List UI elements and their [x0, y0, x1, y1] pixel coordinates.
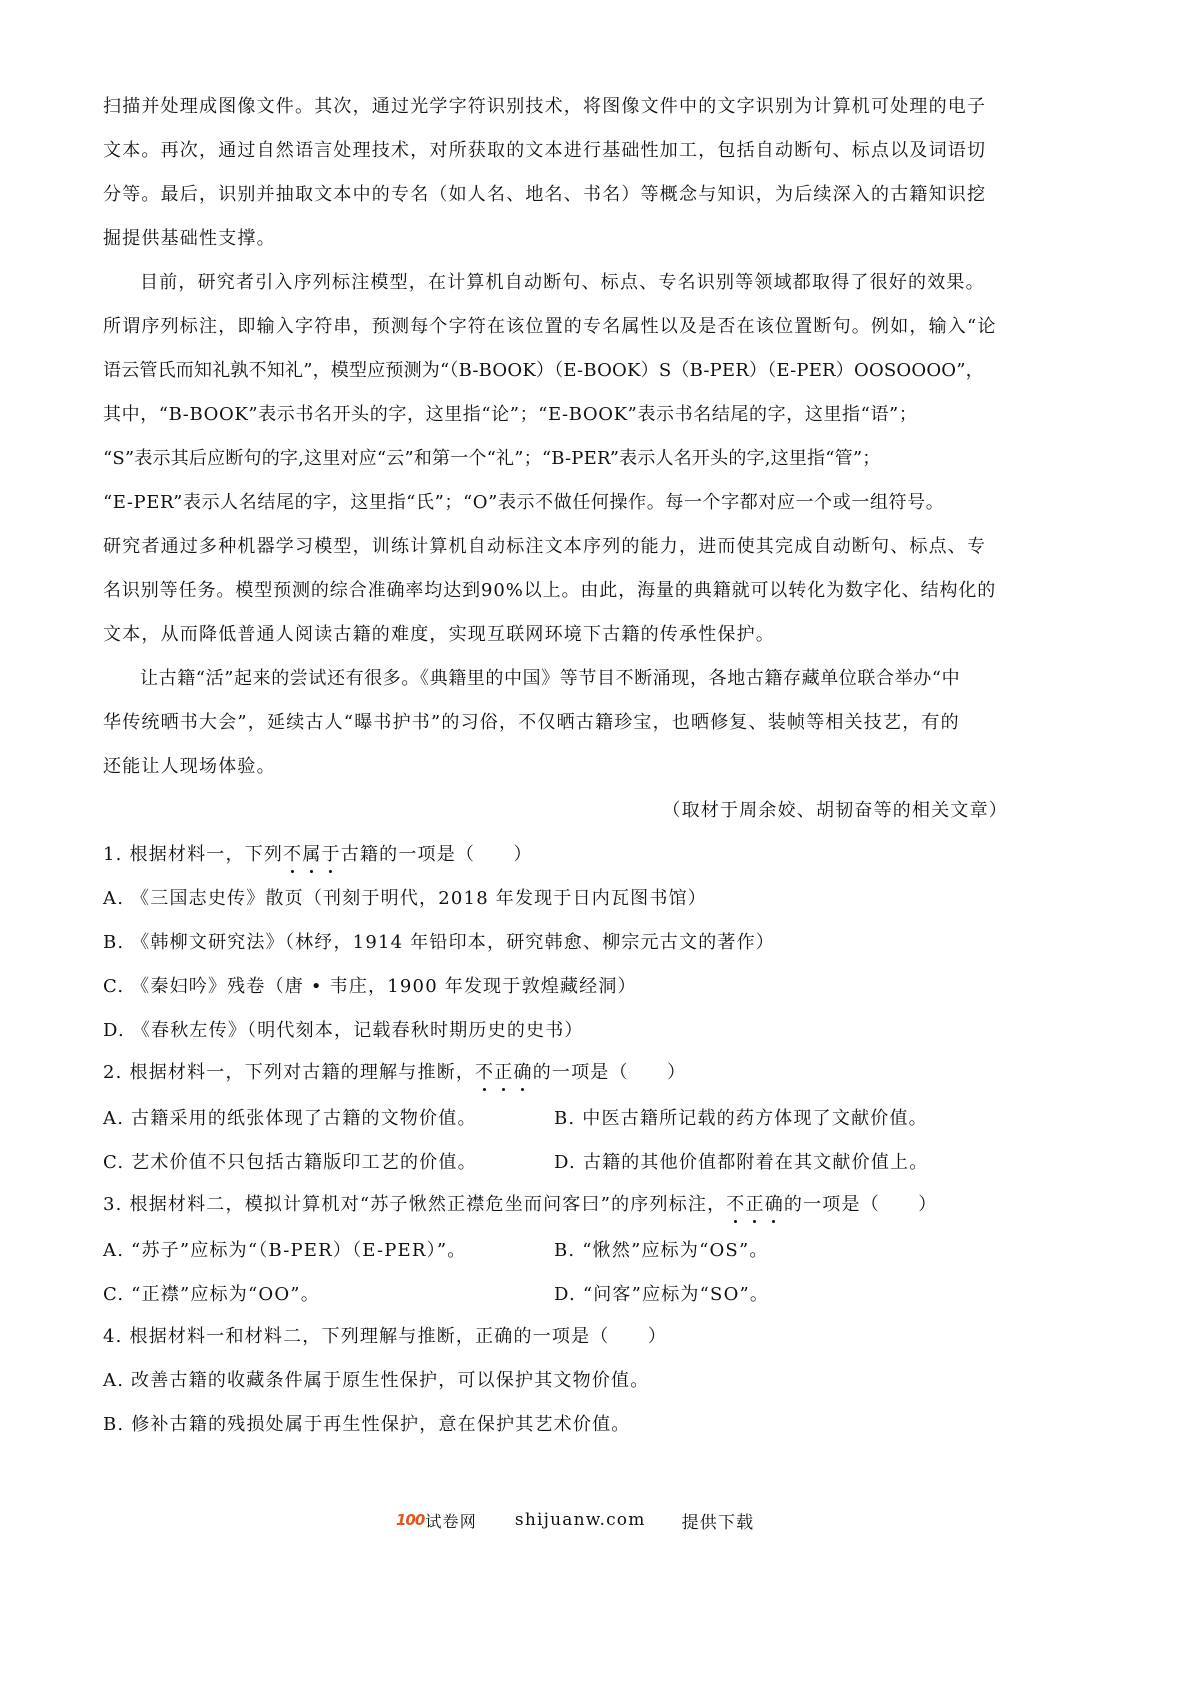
question-3-option-b: B. “愀然”应标为“OS”。: [554, 1240, 769, 1261]
question-1-option-c: C. 《秦妇吟》残卷（唐 • 韦庄，1900 年发现于敦煌藏经洞）: [103, 976, 637, 997]
emphasis-char: 于: [321, 844, 341, 865]
site-logo: [396, 1509, 477, 1532]
question-3-option-c: C. “正襟”应标为“OO”。: [103, 1284, 320, 1305]
emphasis-char: 正: [494, 1062, 514, 1083]
question-2-stem: 2. 根据材料一，下列对古籍的理解与推断，不正确的一项是（ ）: [103, 1062, 687, 1083]
provide-download-text: 提供下载: [681, 1512, 755, 1533]
body-text-line: 分等。最后，识别并抽取文本中的专名（如人名、地名、书名）等概念与知识，为后续深入的古籍知识挖: [103, 184, 987, 205]
question-2-option-d: D. 古籍的其他价值都附着在其文献价值上。: [554, 1152, 929, 1173]
logo-number: 100: [396, 1511, 425, 1529]
question-1-option-a: A. 《三国志史传》散页（刊刻于明代，2018 年发现于日内瓦图书馆）: [103, 888, 707, 909]
body-text-line: 还能让人现场体验。: [103, 756, 276, 777]
site-url[interactable]: shijuanw.com: [514, 1510, 646, 1530]
question-1-stem: 1. 根据材料一，下列不属于古籍的一项是（ ）: [103, 844, 533, 865]
body-text-line: 研究者通过多种机器学习模型，训练计算机自动标注文本序列的能力，进而使其完成自动断句、标点、专: [103, 536, 987, 557]
question-3-stem: 3. 根据材料二，模拟计算机对“苏子愀然正襟危坐而问客曰”的序列标注，不正确的一项是（ ）: [103, 1194, 938, 1215]
body-text-line: 名识别等任务。模型预测的综合准确率均达到90%以上。由此，海量的典籍就可以转化为数字化、结构化的: [103, 580, 997, 601]
question-4-option-b: B. 修补古籍的残损处属于再生性保护，意在保护其艺术价值。: [103, 1414, 631, 1435]
question-2-option-b: B. 中医古籍所记载的药方体现了文献价值。: [554, 1108, 928, 1129]
body-text-line: 其中，“B-BOOK”表示书名开头的字，这里指“论”；“E-BOOK”表示书名结尾的字，这里指“语”；: [103, 404, 918, 425]
question-3-option-a: A. “苏子”应标为“（B-PER）（E-PER）”。: [103, 1240, 467, 1261]
body-text-line: 目前，研究者引入序列标注模型，在计算机自动断句、标点、专名识别等领域都取得了很好的效果。: [140, 272, 985, 293]
emphasis-char: 不: [726, 1194, 746, 1215]
question-1-option-b: B. 《韩柳文研究法》（林纾，1914 年铅印本，研究韩愈、柳宗元古文的著作）: [103, 932, 775, 953]
source-attribution: （取材于周余姣、胡韧奋等的相关文章）: [662, 800, 1008, 821]
body-text-line: 掘提供基础性支撑。: [103, 228, 276, 249]
question-1-option-d: D. 《春秋左传》（明代刻本，记载春秋时期历史的史书）: [103, 1020, 584, 1041]
page-footer: [396, 1507, 756, 1533]
body-text-line: 语云管氏而知礼孰不知礼”，模型应预测为“（B-BOOK）（E-BOOK）S（B-PER）（E-PER）OOSOOOO”，: [103, 360, 984, 381]
body-text-line: “E-PER”表示人名结尾的字，这里指“氏”；“O”表示不做任何操作。每一个字都对应一个或一组符号。: [103, 492, 945, 513]
emphasis-char: 不: [283, 844, 303, 865]
body-text-line: 华传统晒书大会”，延续古人“曝书护书”的习俗，不仅晒古籍珍宝，也晒修复、装帧等相关技艺，有的: [103, 712, 960, 733]
emphasis-char: 属: [302, 844, 322, 865]
emphasis-char: 确: [513, 1062, 533, 1083]
body-text-line: 扫描并处理成图像文件。其次，通过光学字符识别技术，将图像文件中的文字识别为计算机可处理的电子: [103, 96, 987, 117]
emphasis-char: 正: [745, 1194, 765, 1215]
body-text-line: 文本，从而降低普通人阅读古籍的难度，实现互联网环境下古籍的传承性保护。: [103, 624, 775, 645]
question-4-option-a: A. 改善古籍的收藏条件属于原生性保护，可以保护其文物价值。: [103, 1370, 650, 1391]
emphasis-char: 不: [475, 1062, 495, 1083]
logo-text: 试卷网: [425, 1511, 477, 1531]
question-3-option-d: D. “问客”应标为“SO”。: [554, 1284, 770, 1305]
body-text-line: “S”表示其后应断句的字,这里对应“云”和第一个“礼”；“B-PER”表示人名开头的字,这里指“管”；: [103, 448, 881, 469]
question-2-option-c: C. 艺术价值不只包括古籍版印工艺的价值。: [103, 1152, 477, 1173]
question-4-stem: 4. 根据材料一和材料二，下列理解与推断，正确的一项是（ ）: [103, 1326, 668, 1347]
emphasis-char: 确: [764, 1194, 784, 1215]
body-text-line: 文本。再次，通过自然语言处理技术，对所获取的文本进行基础性加工，包括自动断句、标点以及词语切: [103, 140, 987, 161]
question-2-option-a: A. 古籍采用的纸张体现了古籍的文物价值。: [103, 1108, 477, 1129]
body-text-line: 让古籍“活”起来的尝试还有很多。《典籍里的中国》等节目不断涌现，各地古籍存藏单位联合举办“中: [140, 668, 961, 689]
body-text-line: 所谓序列标注，即输入字符串，预测每个字符在该位置的专名属性以及是否在该位置断句。例如，输入“论: [103, 316, 997, 337]
